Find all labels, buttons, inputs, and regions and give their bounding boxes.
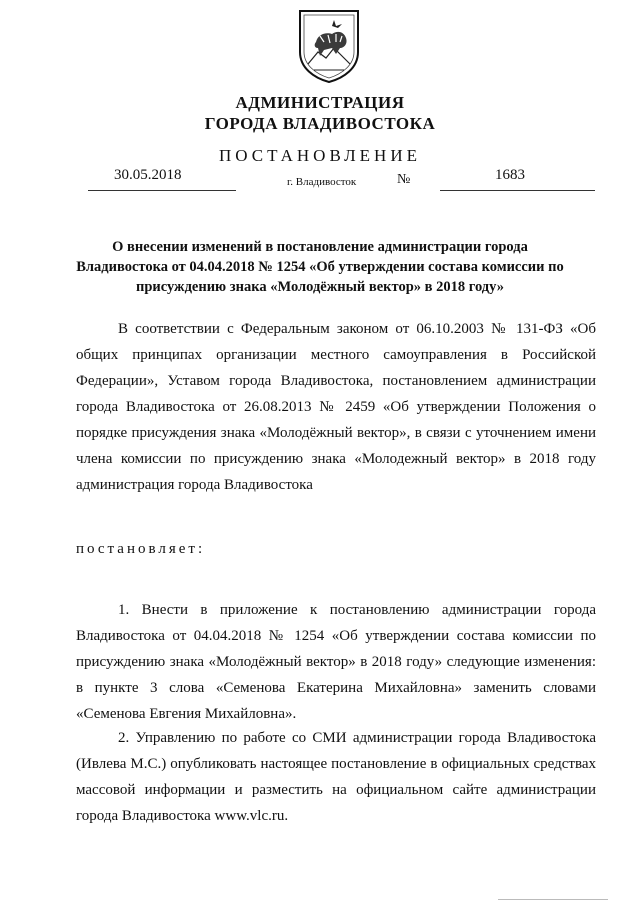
item-2-paragraph [76,725,596,829]
document-city: г. Владивосток [287,176,357,188]
document-title: О внесении изменений в постановление администрации города Владивостока от 04.04.2018 № 1254 «Об утверждении состава комиссии по присуждению знака «Молодёжный вектор» в 2018 году» [76,239,564,295]
preamble-paragraph [76,316,596,498]
preamble-text: В соответствии с Федеральным законом от 06.10.2003 № 131-ФЗ «Об общих принципах организации местного самоуправления в Российской Федерации», Уставом города Владивостока, постановлением администрации города Владивостока от 26.08.2013 № 2459 «Об утверждении Положения о порядке присуждения знака «Молодёжный вектор», в связи с уточнением имени члена комиссии по присуждению знака «Молодежный вектор» в 2018 году администрация города Владивостока [76,321,596,493]
item-2-text: 2. Управлению по работе со СМИ администрации города Владивостока (Ивлева М.С.) опубликовать настоящее постановление в официальных средствах массовой информации и разместить на официальном сайте администрации города Владивостока www.vlc.ru. [76,730,596,824]
date-underline [88,190,236,191]
coat-of-arms-emblem [296,8,362,84]
item-1-text: 1. Внести в приложение к постановлению администрации города Владивостока от 04.04.2018 № 1254 «Об утверждении состава комиссии по присуждению знака «Молодёжный вектор» в 2018 году» следующие изменения: в пункте 3 слова «Семенова Екатерина Михайловна» заменить словами «Семенова Евгения Михайловна». [76,602,596,722]
document-type: ПОСТАНОВЛЕНИЕ [218,146,421,165]
number-underline [440,190,595,191]
page-bottom-rule [498,899,608,900]
number-sign: № [397,172,411,187]
item-1-paragraph [76,597,596,727]
document-date: 30.05.2018 [114,167,182,183]
document-number: 1683 [495,167,525,183]
organization-name-line2: ГОРОДА ВЛАДИВОСТОКА [204,114,436,133]
decree-word: постановляет: [76,541,206,557]
organization-name-line1: АДМИНИСТРАЦИЯ [235,93,405,112]
